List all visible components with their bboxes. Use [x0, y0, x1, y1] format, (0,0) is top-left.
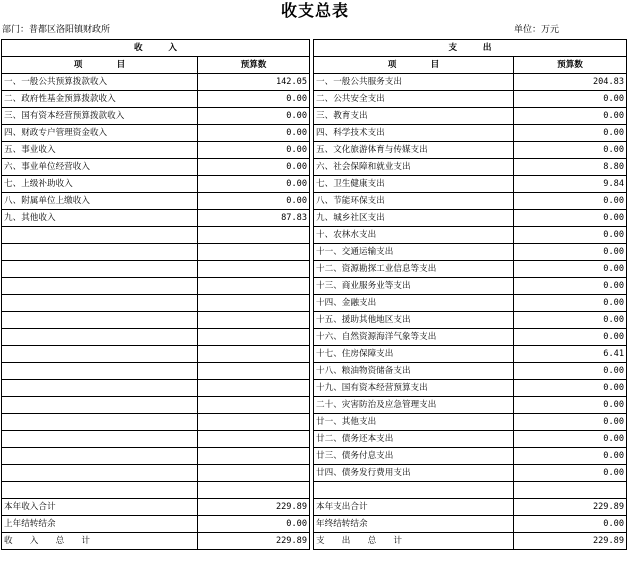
expense-amount: 0.00 [514, 363, 627, 380]
expense-item: 二十、灾害防治及应急管理支出 [314, 397, 514, 414]
expense-amount: 204.83 [514, 74, 627, 91]
expense-amount: 8.80 [514, 159, 627, 176]
expense-amount: 0.00 [514, 261, 627, 278]
expense-amount: 6.41 [514, 346, 627, 363]
expense-item: 一、一般公共服务支出 [314, 74, 514, 91]
income-item [2, 465, 198, 482]
expense-total-amount: 0.00 [514, 516, 627, 533]
income-total-amount: 229.89 [198, 499, 310, 516]
blank-cell [198, 482, 310, 499]
expense-amount: 0.00 [514, 295, 627, 312]
income-item [2, 397, 198, 414]
income-amount [198, 448, 310, 465]
table-row [2, 448, 627, 465]
expense-amount: 0.00 [514, 431, 627, 448]
expense-amount: 0.00 [514, 329, 627, 346]
income-total-label: 收 入 总 计 [2, 533, 198, 550]
expense-amount: 0.00 [514, 125, 627, 142]
table-row [2, 329, 627, 346]
income-amount: 142.05 [198, 74, 310, 91]
income-amount: 0.00 [198, 193, 310, 210]
table-row [2, 159, 627, 176]
income-item [2, 278, 198, 295]
table-row [2, 295, 627, 312]
expense-item: 四、科学技术支出 [314, 125, 514, 142]
expense-item: 六、社会保障和就业支出 [314, 159, 514, 176]
expense-item: 八、节能环保支出 [314, 193, 514, 210]
income-item: 二、政府性基金预算拨款收入 [2, 91, 198, 108]
income-item [2, 227, 198, 244]
expense-amount: 0.00 [514, 142, 627, 159]
income-item: 三、国有资本经营预算拨款收入 [2, 108, 198, 125]
table-row [2, 91, 627, 108]
income-amount [198, 244, 310, 261]
income-total-label: 本年收入合计 [2, 499, 198, 516]
expense-item: 十七、住房保障支出 [314, 346, 514, 363]
total-row [2, 533, 627, 550]
table-row [2, 142, 627, 159]
expense-amount: 0.00 [514, 278, 627, 295]
unit-label: 单位：万元 [514, 25, 560, 35]
income-amount [198, 261, 310, 278]
income-item [2, 448, 198, 465]
table-row [2, 278, 627, 295]
table-row [2, 346, 627, 363]
income-item [2, 261, 198, 278]
expense-item: 十一、交通运输支出 [314, 244, 514, 261]
expense-amount: 0.00 [514, 312, 627, 329]
blank-row [2, 482, 627, 499]
expense-budget-header: 预算数 [514, 57, 627, 74]
table-row [2, 261, 627, 278]
table-row [2, 125, 627, 142]
expense-amount: 0.00 [514, 448, 627, 465]
income-item-header: 项 目 [2, 57, 198, 74]
income-amount [198, 431, 310, 448]
table-row [2, 176, 627, 193]
table-row [2, 210, 627, 227]
expense-amount: 0.00 [514, 193, 627, 210]
income-amount: 87.83 [198, 210, 310, 227]
income-amount [198, 346, 310, 363]
income-total-amount: 0.00 [198, 516, 310, 533]
income-item: 四、财政专户管理资金收入 [2, 125, 198, 142]
income-item [2, 329, 198, 346]
income-item: 七、上级补助收入 [2, 176, 198, 193]
expense-item: 廿三、债务付息支出 [314, 448, 514, 465]
expense-amount: 0.00 [514, 108, 627, 125]
income-amount [198, 363, 310, 380]
table-row [2, 465, 627, 482]
expense-amount: 0.00 [514, 397, 627, 414]
table-row [2, 380, 627, 397]
table-row [2, 74, 627, 91]
expense-item: 十三、商业服务业等支出 [314, 278, 514, 295]
income-amount [198, 227, 310, 244]
expense-item: 九、城乡社区支出 [314, 210, 514, 227]
table-row [2, 414, 627, 431]
income-amount: 0.00 [198, 176, 310, 193]
expense-amount: 0.00 [514, 380, 627, 397]
expense-amount: 0.00 [514, 227, 627, 244]
expense-item: 十五、援助其他地区支出 [314, 312, 514, 329]
income-item [2, 346, 198, 363]
income-amount [198, 397, 310, 414]
income-item: 五、事业收入 [2, 142, 198, 159]
income-amount: 0.00 [198, 142, 310, 159]
income-amount [198, 295, 310, 312]
expense-total-amount: 229.89 [514, 499, 627, 516]
page-title: 收支总表 [280, 1, 349, 20]
table-row [2, 193, 627, 210]
total-row [2, 499, 627, 516]
income-amount [198, 414, 310, 431]
total-row [2, 516, 627, 533]
table-row [2, 108, 627, 125]
blank-cell [314, 482, 514, 499]
blank-cell [514, 482, 627, 499]
income-total-label: 上年结转结余 [2, 516, 198, 533]
table-row [2, 244, 627, 261]
expense-total-label: 本年支出合计 [314, 499, 514, 516]
expense-total-label: 支 出 总 计 [314, 533, 514, 550]
expense-amount: 0.00 [514, 414, 627, 431]
income-item [2, 363, 198, 380]
expense-item: 三、教育支出 [314, 108, 514, 125]
income-amount [198, 312, 310, 329]
income-amount: 0.00 [198, 159, 310, 176]
expense-amount: 0.00 [514, 465, 627, 482]
income-item [2, 380, 198, 397]
table-row [2, 431, 627, 448]
income-amount [198, 380, 310, 397]
income-amount [198, 278, 310, 295]
expense-amount: 0.00 [514, 210, 627, 227]
income-amount [198, 465, 310, 482]
expense-item: 十、农林水支出 [314, 227, 514, 244]
income-item: 一、一般公共预算拨款收入 [2, 74, 198, 91]
expense-item: 十二、资源勘探工业信息等支出 [314, 261, 514, 278]
expense-item: 廿二、债务还本支出 [314, 431, 514, 448]
income-item: 六、事业单位经营收入 [2, 159, 198, 176]
income-budget-header: 预算数 [198, 57, 310, 74]
income-amount [198, 329, 310, 346]
expense-amount: 0.00 [514, 244, 627, 261]
income-item [2, 295, 198, 312]
income-item [2, 414, 198, 431]
income-item [2, 244, 198, 261]
table-row [2, 363, 627, 380]
income-amount: 0.00 [198, 108, 310, 125]
table-row [2, 227, 627, 244]
income-item [2, 312, 198, 329]
blank-cell [2, 482, 198, 499]
table-row [2, 397, 627, 414]
section-header-row [2, 40, 627, 57]
expense-item: 二、公共安全支出 [314, 91, 514, 108]
expense-item: 十八、粮油物资储备支出 [314, 363, 514, 380]
expense-item: 廿一、其他支出 [314, 414, 514, 431]
expense-item: 廿四、债务发行费用支出 [314, 465, 514, 482]
expense-item-header: 项 目 [314, 57, 514, 74]
expense-total-amount: 229.89 [514, 533, 627, 550]
income-total-amount: 229.89 [198, 533, 310, 550]
income-expense-table [1, 39, 627, 550]
expense-item: 十四、金融支出 [314, 295, 514, 312]
column-header-row [2, 57, 627, 74]
income-section-header: 收 入 [2, 40, 310, 57]
expense-amount: 0.00 [514, 91, 627, 108]
expense-item: 十六、自然资源海洋气象等支出 [314, 329, 514, 346]
expense-item: 五、文化旅游体育与传媒支出 [314, 142, 514, 159]
income-amount: 0.00 [198, 91, 310, 108]
income-item [2, 431, 198, 448]
income-item: 八、附属单位上缴收入 [2, 193, 198, 210]
table-row [2, 312, 627, 329]
expense-item: 十九、国有资本经营预算支出 [314, 380, 514, 397]
income-amount: 0.00 [198, 125, 310, 142]
expense-amount: 9.84 [514, 176, 627, 193]
expense-item: 七、卫生健康支出 [314, 176, 514, 193]
department-label: 部门：普都区洛阳镇财政所 [2, 25, 111, 35]
expense-section-header: 支 出 [314, 40, 627, 57]
expense-total-label: 年终结转结余 [314, 516, 514, 533]
income-item: 九、其他收入 [2, 210, 198, 227]
